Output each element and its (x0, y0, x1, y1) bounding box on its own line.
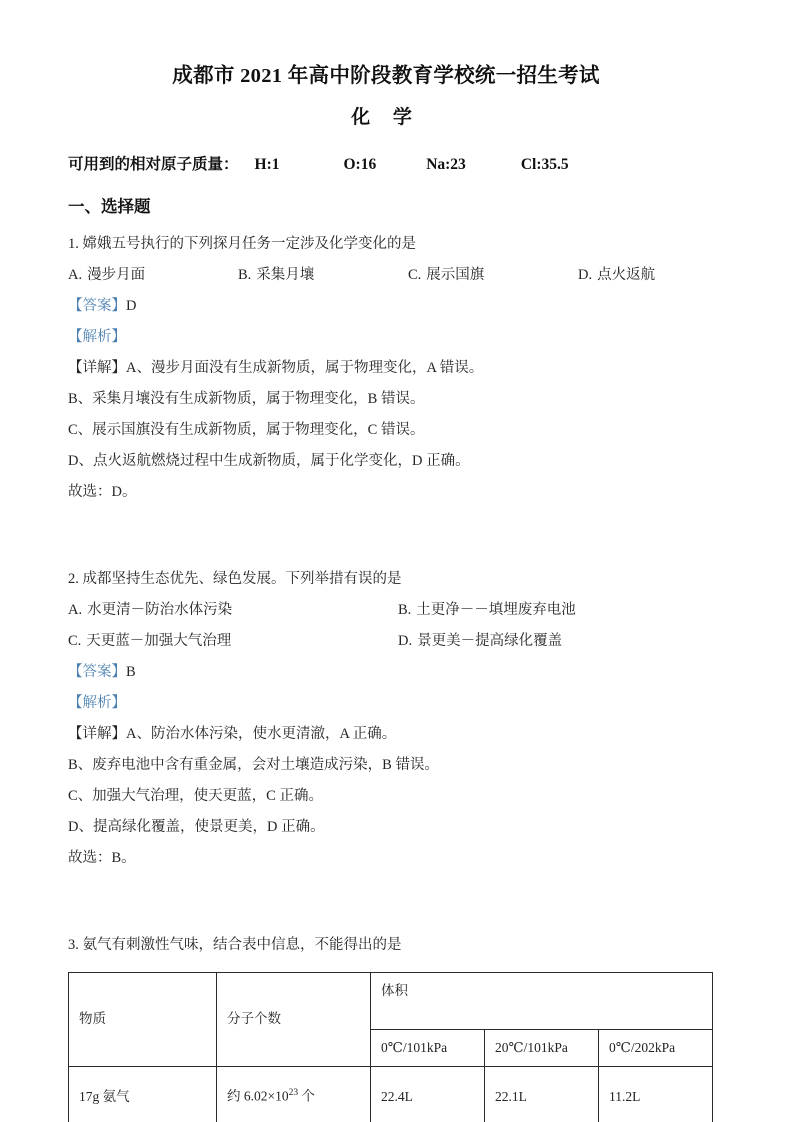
question-1-detail-a-text: A、漫步月面没有生成新物质，属于物理变化，A 错误。 (126, 359, 484, 376)
header-molecule-count: 分子个数 (217, 972, 371, 1066)
question-1-answer-value: D (126, 297, 137, 314)
question-2-detail-c: C、加强大气治理，使天更蓝，C 正确。 (68, 787, 323, 804)
atomic-mass-line (68, 129, 718, 174)
question-3-stem (68, 918, 718, 961)
analysis-tag: 【解析】 (68, 328, 126, 345)
question-2-stem (68, 552, 718, 595)
header-condition-3: 0℃/202kPa (599, 1029, 713, 1066)
subject-title: 化 学 (351, 106, 421, 128)
question-2-option-a[interactable] (68, 595, 398, 626)
cell-volume-2: 22.1L (485, 1066, 599, 1122)
analysis-tag: 【解析】 (68, 694, 126, 711)
question-2-option-d[interactable] (398, 626, 562, 657)
question-1-option-b[interactable] (238, 260, 408, 291)
question-3-number: 3. (68, 936, 79, 953)
page-title: 成都市 2021 年高中阶段教育学校统一招生考试 (172, 65, 600, 87)
table-row-header (69, 972, 713, 1029)
answer-tag: 【答案】 (68, 663, 126, 680)
question-1-option-c[interactable] (408, 260, 578, 291)
question-2-answer-value: B (126, 663, 136, 680)
option-b-label: B. (398, 601, 412, 618)
option-c-text: 展示国旗 (426, 266, 485, 283)
cell-molecule-count (217, 1066, 371, 1122)
option-d-text: 景更美－提高绿化覆盖 (417, 632, 563, 649)
option-a-label: A. (68, 601, 83, 618)
question-2-detail-d: D、提高绿化覆盖，使景更美，D 正确。 (68, 818, 325, 835)
question-2-text: 成都坚持生态优先、绿色发展。下列举措有误的是 (82, 570, 402, 587)
atomic-mass-cl: Cl:35.5 (520, 155, 569, 173)
question-1-detail-a (68, 353, 718, 384)
header-substance: 物质 (69, 972, 217, 1066)
atomic-mass-na: Na:23 (426, 155, 466, 173)
question-2-options-row-1 (68, 595, 718, 626)
detail-tag: 【详解】 (68, 725, 126, 742)
question-2-detail-b: B、废弃电池中含有重金属，会对土壤造成污染，B 错误。 (68, 756, 439, 773)
question-2-option-b[interactable] (398, 595, 576, 626)
question-1-answer-line (68, 291, 718, 322)
cell-substance: 17g 氨气 (69, 1066, 217, 1122)
question-2-number: 2. (68, 570, 79, 587)
question-2-analysis-line (68, 688, 718, 719)
question-1-detail-c: C、展示国旗没有生成新物质，属于物理变化，C 错误。 (68, 421, 425, 438)
section-heading-multiple-choice: 一、选择题 (68, 196, 151, 216)
atomic-mass-o: O:16 (343, 155, 377, 173)
question-3-text: 氨气有刺激性气味，结合表中信息，不能得出的是 (82, 936, 402, 953)
question-block-1 (68, 217, 718, 508)
option-d-label: D. (578, 266, 593, 283)
question-1-option-a[interactable] (68, 260, 238, 291)
header-volume: 体积 (371, 972, 713, 1029)
question-1-number: 1. (68, 235, 79, 252)
atomic-mass-h: H:1 (254, 155, 280, 173)
question-2-detail-a-text: A、防治水体污染，使水更清澈，A 正确。 (126, 725, 397, 742)
molecule-count-exponent: 23 (288, 1088, 299, 1099)
option-d-text: 点火返航 (597, 266, 656, 283)
header-condition-1: 0℃/101kPa (371, 1029, 485, 1066)
option-a-label: A. (68, 266, 83, 283)
header-condition-2: 20℃/101kPa (485, 1029, 599, 1066)
option-c-text: 天更蓝－加强大气治理 (86, 632, 232, 649)
question-2-options-row-2 (68, 626, 718, 657)
question-block-3 (68, 918, 718, 1122)
question-1-option-d[interactable] (578, 260, 655, 291)
option-b-text: 采集月壤 (256, 266, 315, 283)
detail-tag: 【详解】 (68, 359, 126, 376)
option-d-label: D. (398, 632, 413, 649)
option-a-text: 水更清－防治水体污染 (87, 601, 233, 618)
question-2-answer-line (68, 657, 718, 688)
question-1-detail-b: B、采集月壤没有生成新物质，属于物理变化，B 错误。 (68, 390, 425, 407)
cell-volume-1: 22.4L (371, 1066, 485, 1122)
question-spacer-1 (68, 508, 718, 552)
question-1-conclusion: 故选：D。 (68, 483, 137, 500)
atomic-mass-label: 可用到的相对原子质量： (68, 155, 239, 173)
cell-volume-3: 11.2L (599, 1066, 713, 1122)
question-2-detail-a (68, 719, 718, 750)
question-block-2 (68, 552, 718, 874)
page-content (68, 0, 718, 1122)
question-1-detail-d: D、点火返航燃烧过程中生成新物质，属于化学变化，D 正确。 (68, 452, 470, 469)
molecule-count-prefix: 约 6.02×10 (227, 1088, 289, 1104)
question-1-stem (68, 217, 718, 260)
table-row (69, 1066, 713, 1122)
option-b-text: 土更净－－填埋废弃电池 (416, 601, 576, 618)
ammonia-data-table (68, 972, 713, 1122)
question-2-conclusion: 故选：B。 (68, 849, 136, 866)
option-c-label: C. (68, 632, 82, 649)
molecule-count-suffix: 个 (298, 1088, 315, 1104)
question-1-analysis-line (68, 322, 718, 353)
question-spacer-2 (68, 874, 718, 918)
answer-tag: 【答案】 (68, 297, 126, 314)
question-1-text: 嫦娥五号执行的下列探月任务一定涉及化学变化的是 (82, 235, 416, 252)
question-2-option-c[interactable] (68, 626, 398, 657)
option-c-label: C. (408, 266, 422, 283)
option-b-label: B. (238, 266, 252, 283)
option-a-text: 漫步月面 (87, 266, 146, 283)
question-1-options-row (68, 260, 718, 291)
